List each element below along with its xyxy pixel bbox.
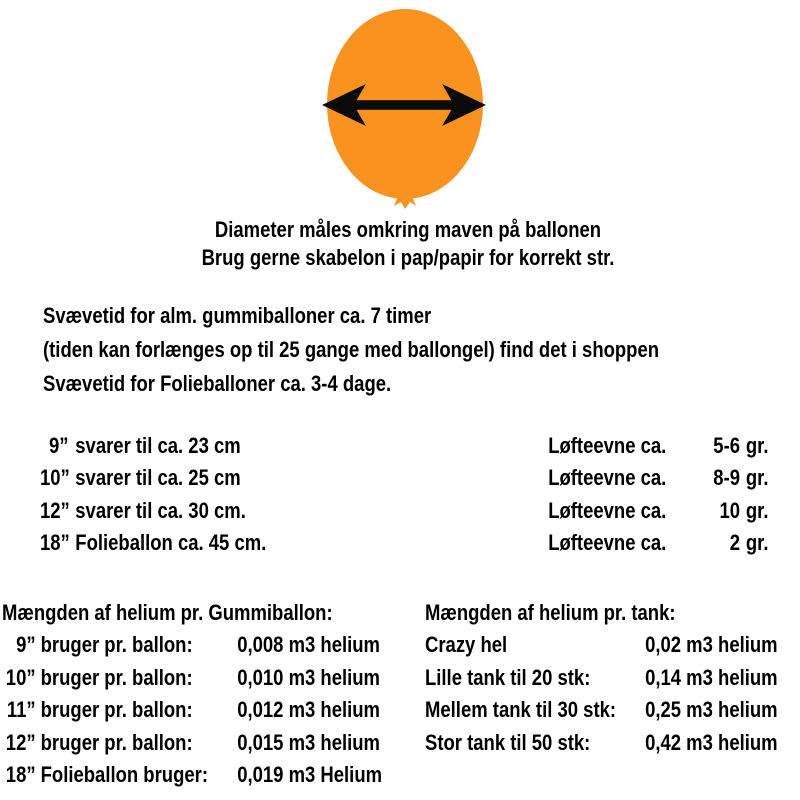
lift-unit: gr. bbox=[745, 530, 769, 556]
lift-cell bbox=[548, 430, 776, 462]
lift-label: Løfteevne ca. bbox=[548, 497, 667, 523]
size-value: 10” bbox=[40, 465, 70, 491]
helium-amount: 0,015 m3 helium bbox=[237, 729, 380, 755]
helium-amount: 0,008 m3 helium bbox=[237, 632, 380, 658]
table-row bbox=[2, 727, 405, 759]
lift-unit: gr. bbox=[745, 497, 769, 523]
lift-unit: gr. bbox=[745, 433, 769, 458]
table-row bbox=[2, 694, 405, 726]
diagram-caption bbox=[72, 216, 744, 272]
table-row bbox=[2, 629, 405, 661]
table-row bbox=[40, 495, 777, 527]
row-label: Folieballon bruger: bbox=[40, 762, 208, 788]
table-row bbox=[40, 462, 777, 494]
lift-label: Løfteevne ca. bbox=[548, 433, 667, 458]
table-row bbox=[425, 662, 799, 694]
helium-per-balloon-title: Mængden af helium pr. Gummiballon: bbox=[2, 600, 333, 625]
balloon-size: 10” bbox=[5, 664, 36, 690]
balloon-size: 12” bbox=[5, 729, 36, 755]
lift-cell bbox=[548, 495, 776, 527]
table-row bbox=[2, 662, 405, 694]
balloon-size: 9” bbox=[16, 632, 36, 658]
table-row bbox=[40, 430, 777, 462]
caption-line-2: Brug gerne skabelon i pap/papir for korrekt str. bbox=[201, 245, 615, 270]
tank-label: Stor tank til 50 stk: bbox=[425, 729, 591, 755]
table-row bbox=[425, 694, 799, 726]
size-desc: svarer til ca. 30 cm. bbox=[75, 497, 246, 523]
lift-value: 10 bbox=[719, 497, 741, 523]
lift-cell bbox=[548, 527, 776, 559]
balloon-size: 11” bbox=[6, 697, 36, 723]
size-value: 12” bbox=[40, 497, 70, 523]
helium-amount: 0,012 m3 helium bbox=[237, 697, 380, 723]
row-label: bruger pr. ballon: bbox=[40, 664, 193, 690]
float-time-line-2: (tiden kan forlænges op til 25 gange med ballongel) find det i shoppen bbox=[43, 337, 660, 362]
lift-value: 8-9 bbox=[713, 465, 741, 491]
lift-value: 2 bbox=[729, 530, 741, 556]
balloon-diameter-diagram bbox=[320, 5, 488, 217]
lift-value: 5-6 bbox=[713, 433, 741, 458]
lift-label: Løfteevne ca. bbox=[548, 465, 667, 491]
row-label: bruger pr. ballon: bbox=[40, 729, 193, 755]
lift-cell bbox=[548, 462, 776, 494]
table-row bbox=[425, 629, 799, 661]
size-value: 18” bbox=[40, 530, 70, 556]
balloon-illustration bbox=[320, 5, 488, 217]
helium-amount: 0,14 m3 helium bbox=[645, 664, 778, 690]
float-time-line-3: Svævetid for Folieballoner ca. 3-4 dage. bbox=[43, 371, 392, 396]
size-desc: svarer til ca. 23 cm bbox=[75, 433, 241, 458]
row-label: bruger pr. ballon: bbox=[40, 697, 193, 723]
lift-label: Løfteevne ca. bbox=[548, 530, 667, 556]
helium-amount: 0,019 m3 Helium bbox=[237, 762, 383, 788]
size-desc: Folieballon ca. 45 cm. bbox=[75, 530, 267, 556]
tank-label: Crazy hel bbox=[425, 632, 508, 658]
helium-amount: 0,010 m3 helium bbox=[237, 664, 380, 690]
lift-unit: gr. bbox=[745, 465, 769, 491]
tank-label: Mellem tank til 30 stk: bbox=[425, 697, 617, 723]
table-row bbox=[425, 727, 799, 759]
size-value: 9” bbox=[49, 433, 69, 458]
helium-amount: 0,42 m3 helium bbox=[645, 729, 778, 755]
float-time-line-1: Svævetid for alm. gummiballoner ca. 7 timer bbox=[43, 303, 432, 328]
helium-amount: 0,02 m3 helium bbox=[645, 632, 778, 658]
helium-amount: 0,25 m3 helium bbox=[645, 697, 778, 723]
table-row bbox=[2, 759, 405, 791]
size-lift-table bbox=[40, 430, 777, 560]
helium-per-tank-table bbox=[425, 597, 799, 759]
row-label: bruger pr. ballon: bbox=[40, 632, 193, 658]
balloon-size: 18” bbox=[5, 762, 36, 788]
tank-label: Lille tank til 20 stk: bbox=[425, 664, 591, 690]
caption-line-1: Diameter måles omkring maven på ballonen bbox=[214, 217, 602, 242]
table-row bbox=[40, 527, 777, 559]
float-time-info bbox=[43, 299, 782, 401]
helium-per-balloon-table bbox=[2, 597, 405, 791]
helium-per-tank-title: Mængden af helium pr. tank: bbox=[425, 600, 676, 625]
size-desc: svarer til ca. 25 cm bbox=[75, 465, 241, 491]
